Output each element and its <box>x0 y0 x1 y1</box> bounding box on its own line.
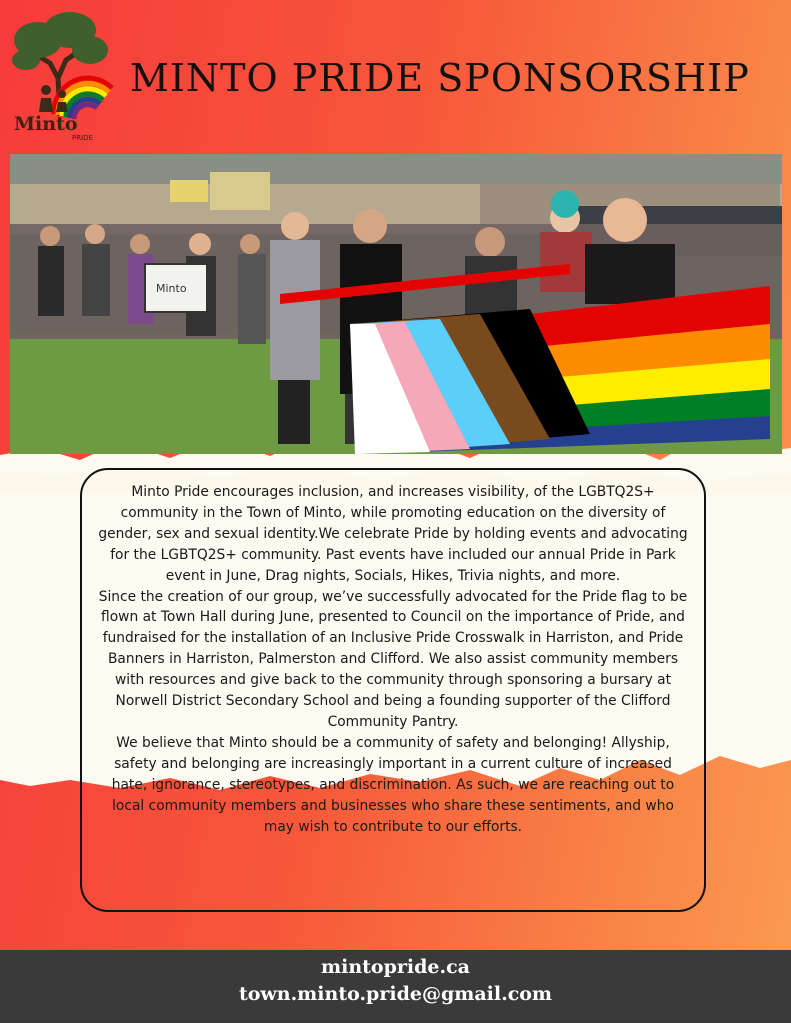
footer <box>0 950 791 1023</box>
call-to-action-paragraph: We believe that Minto should be a community of safety and belonging! Allyship, safety and belonging are increasingly important in a current culture of increased hate, ignorance, stereotypes, and discrimination. As such, we are reaching out to local community members and businesses who share these sentiments, and who may wish to contribute to our efforts. <box>111 734 675 835</box>
achievements-paragraph: Since the creation of our group, we’ve successfully advocated for the Pride flag to be flown at Town Hall during June, presented to Council on the importance of Pride, and fundraised for the installation of an Inclusive Pride Crosswalk in Harriston, and Pride Banners in Harriston, Palmerston and Clifford. We also assist community members with resources and give back to the community through sponsoring a bursary at Norwell District Secondary School and being a founding supporter of the Clifford Community Pantry. <box>98 588 688 730</box>
website-link[interactable]: mintopride.ca <box>321 956 470 978</box>
logo-subtext: PRIDE <box>72 134 93 142</box>
page-title: MINTO PRIDE SPONSORSHIP <box>130 56 750 100</box>
logo-wordmark: Minto <box>14 113 78 135</box>
header <box>0 0 791 150</box>
description-box <box>80 468 706 912</box>
minto-pride-logo <box>8 8 118 143</box>
pride-parade-photo <box>10 154 782 454</box>
email-link[interactable]: town.minto.pride@gmail.com <box>238 983 553 1005</box>
intro-paragraph: Minto Pride encourages inclusion, and increases visibility, of the LGBTQ2S+ community in the Town of Minto, while promoting education on the diversity of gender, sex and sexual identity.We celebrate Pride by holding events and advocating for the LGBTQ2S+ community. Past events have included our annual Pride in Park event in June, Drag nights, Socials, Hikes, Trivia nights, and more. <box>98 484 688 584</box>
protest-sign-text: Minto <box>156 282 187 295</box>
